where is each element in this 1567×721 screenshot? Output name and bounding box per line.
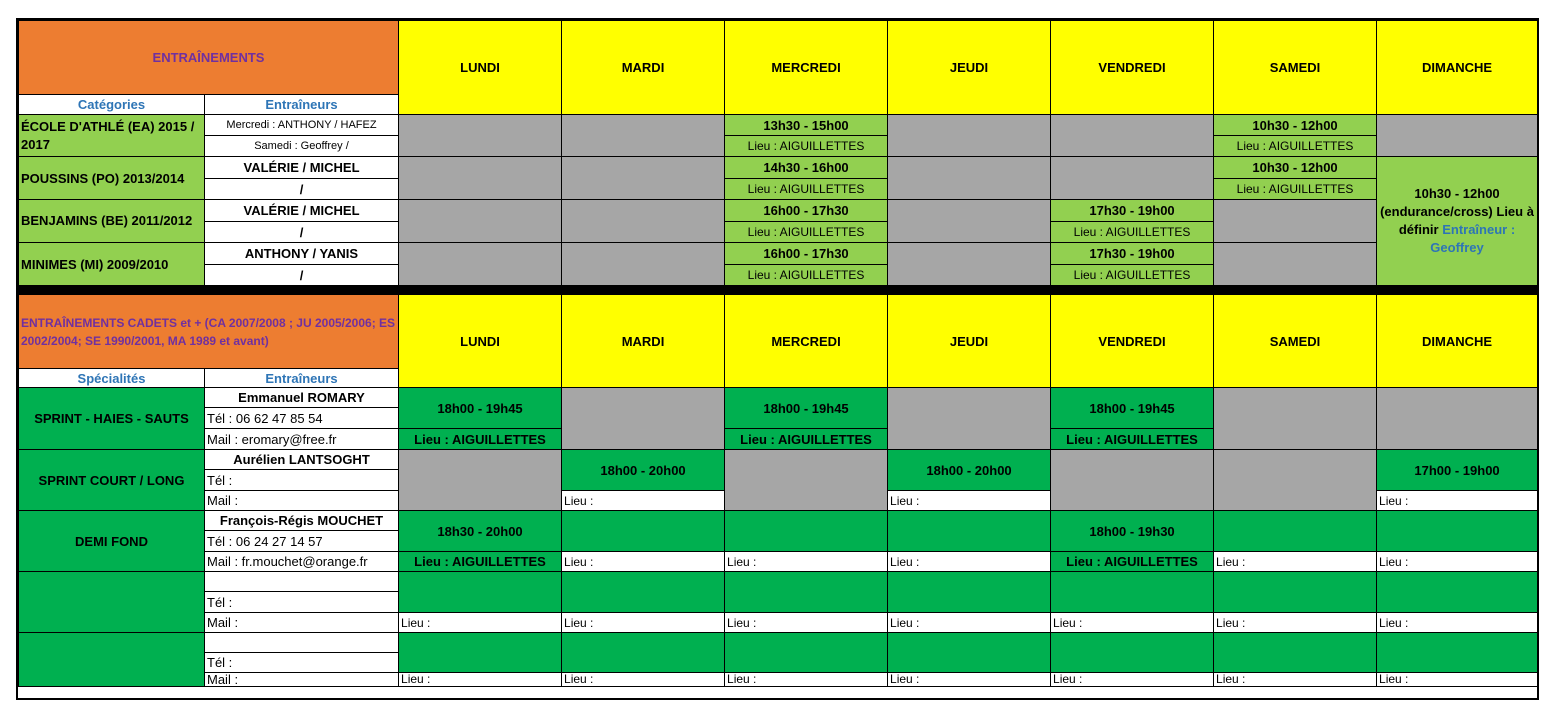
cell-empty (1214, 388, 1377, 450)
section2-title: ENTRAÎNEMENTS CADETS et + (CA 2007/2008 ; JU 2005/2006; ES 2002/2004; SE 1990/2001, MA 1989 et avant) (21, 315, 396, 348)
slot-sh-mon-lieu: Lieu : AIGUILLETTES (399, 429, 562, 450)
slot-sc-thu-time: 18h00 - 20h00 (888, 450, 1051, 491)
cell-empty (399, 243, 562, 286)
category-ea: ÉCOLE D'ATHLÉ (EA) 2015 / 2017 (19, 115, 205, 157)
category-be: BENJAMINS (BE) 2011/2012 (19, 200, 205, 243)
cell-empty (888, 243, 1051, 286)
slot-po-wed-time: 14h30 - 16h00 (725, 157, 888, 179)
slot-mi-fri-lieu: Lieu : AIGUILLETTES (1051, 265, 1214, 286)
slot-sc-sun-lieu: Lieu : (1377, 491, 1538, 511)
cell-empty (725, 450, 888, 511)
slot-ea-wed-lieu: Lieu : AIGUILLETTES (725, 136, 888, 157)
slot-be-fri-time: 17h30 - 19h00 (1051, 200, 1214, 222)
cell-empty (1051, 450, 1214, 511)
mail-sprint-court: Mail : (205, 491, 399, 511)
slot-lieu: Lieu : (725, 613, 888, 633)
cell-empty (399, 572, 562, 613)
day-header-mon-2: LUNDI (399, 295, 562, 388)
slot-df-mon-lieu: Lieu : AIGUILLETTES (399, 552, 562, 572)
day-header-tue-2: MARDI (562, 295, 725, 388)
trainer-po-1: VALÉRIE / MICHEL (205, 157, 399, 179)
tel-empty: Tél : (205, 592, 399, 613)
cell-empty (1377, 115, 1538, 157)
slot-df-mon-time: 18h30 - 20h00 (399, 511, 562, 552)
trainer-sprint-court: Aurélien LANTSOGHT (205, 450, 399, 470)
cell-empty (888, 388, 1051, 450)
slot-lieu: Lieu : (562, 613, 725, 633)
cell-empty (888, 200, 1051, 243)
slot-sh-wed-time: 18h00 - 19h45 (725, 388, 888, 429)
day-header-sat: SAMEDI (1214, 21, 1377, 115)
mail-sprint-haies: Mail : eromary@free.fr (205, 429, 399, 450)
tel-sprint-court: Tél : (205, 470, 399, 491)
trainer-ea-2: Samedi : Geoffrey / (205, 136, 399, 157)
cell-empty (1214, 572, 1377, 613)
slot-sunday-endurance (1377, 157, 1538, 286)
sunday-endurance-trainer: Entraîneur : Geoffrey (1430, 222, 1516, 255)
slot-lieu: Lieu : (1377, 613, 1538, 633)
day-header-fri: VENDREDI (1051, 21, 1214, 115)
slot-ea-sat-time: 10h30 - 12h00 (1214, 115, 1377, 136)
cell-empty (888, 511, 1051, 552)
trainer-mi-2: / (205, 265, 399, 286)
specialty-empty (19, 572, 205, 633)
cell-empty (1214, 450, 1377, 511)
slot-lieu: Lieu : (1214, 613, 1377, 633)
cell-empty (562, 115, 725, 157)
trainer-mi-1: ANTHONY / YANIS (205, 243, 399, 265)
category-mi: MINIMES (MI) 2009/2010 (19, 243, 205, 286)
cell-empty (888, 157, 1051, 200)
slot-lieu: Lieu : (399, 613, 562, 633)
slot-lieu: Lieu : (1377, 673, 1538, 687)
cell-empty (1214, 633, 1377, 673)
slot-mi-fri-time: 17h30 - 19h00 (1051, 243, 1214, 265)
cell-empty (1051, 157, 1214, 200)
slot-lieu: Lieu : (1214, 673, 1377, 687)
slot-lieu: Lieu : (888, 613, 1051, 633)
cell-empty (562, 572, 725, 613)
day-header-thu-2: JEUDI (888, 295, 1051, 388)
section-divider (19, 286, 1538, 295)
cell-empty (399, 200, 562, 243)
col-header-specialites: Spécialités (19, 369, 205, 388)
cell-empty (1377, 572, 1538, 613)
trainer-ea-1: Mercredi : ANTHONY / HAFEZ (205, 115, 399, 136)
cell-empty (562, 243, 725, 286)
day-header-sun-2: DIMANCHE (1377, 295, 1538, 388)
specialty-demi-fond: DEMI FOND (19, 511, 205, 572)
slot-sh-fri-lieu: Lieu : AIGUILLETTES (1051, 429, 1214, 450)
day-header-sun: DIMANCHE (1377, 21, 1538, 115)
day-header-tue: MARDI (562, 21, 725, 115)
slot-be-fri-lieu: Lieu : AIGUILLETTES (1051, 222, 1214, 243)
mail-empty: Mail : (205, 673, 399, 687)
mail-empty: Mail : (205, 613, 399, 633)
cell-empty (562, 633, 725, 673)
section1-title: ENTRAÎNEMENTS (152, 49, 265, 65)
trainer-po-2: / (205, 179, 399, 200)
slot-df-thu-lieu: Lieu : (888, 552, 1051, 572)
day-header-sat-2: SAMEDI (1214, 295, 1377, 388)
slot-be-wed-lieu: Lieu : AIGUILLETTES (725, 222, 888, 243)
col-header-trainers: Entraîneurs (205, 95, 399, 115)
cell-empty (888, 115, 1051, 157)
day-header-wed: MERCREDI (725, 21, 888, 115)
slot-lieu: Lieu : (1051, 613, 1214, 633)
cell-empty (562, 157, 725, 200)
slot-sc-sun-time: 17h00 - 19h00 (1377, 450, 1538, 491)
cell-empty (888, 633, 1051, 673)
slot-df-fri-lieu: Lieu : AIGUILLETTES (1051, 552, 1214, 572)
cell-empty (1214, 243, 1377, 286)
col-header-categories: Catégories (19, 95, 205, 115)
tel-sprint-haies: Tél : 06 62 47 85 54 (205, 408, 399, 429)
col-header-trainers-2: Entraîneurs (205, 369, 399, 388)
slot-df-sun-lieu: Lieu : (1377, 552, 1538, 572)
section2-title-cell (19, 295, 399, 369)
sunday-endurance-text: 10h30 - 12h00 (endurance/cross) Lieu à définir (1380, 186, 1534, 237)
cell-empty (562, 388, 725, 450)
slot-lieu: Lieu : (725, 673, 888, 687)
schedule-table (18, 20, 1538, 687)
slot-mi-wed-time: 16h00 - 17h30 (725, 243, 888, 265)
schedule-sheet (16, 18, 1539, 700)
slot-po-sat-lieu: Lieu : AIGUILLETTES (1214, 179, 1377, 200)
tel-demi-fond: Tél : 06 24 27 14 57 (205, 531, 399, 552)
cell-empty (725, 511, 888, 552)
category-po: POUSSINS (PO) 2013/2014 (19, 157, 205, 200)
cell-empty (1051, 115, 1214, 157)
cell-empty (399, 633, 562, 673)
day-header-thu: JEUDI (888, 21, 1051, 115)
slot-df-tue-lieu: Lieu : (562, 552, 725, 572)
cell-empty (725, 633, 888, 673)
slot-be-wed-time: 16h00 - 17h30 (725, 200, 888, 222)
tel-empty: Tél : (205, 653, 399, 673)
day-header-mon: LUNDI (399, 21, 562, 115)
slot-df-sat-lieu: Lieu : (1214, 552, 1377, 572)
cell-empty (399, 115, 562, 157)
cell-empty (1377, 633, 1538, 673)
day-header-fri-2: VENDREDI (1051, 295, 1214, 388)
slot-po-sat-time: 10h30 - 12h00 (1214, 157, 1377, 179)
slot-lieu: Lieu : (1051, 673, 1214, 687)
trainer-be-2: / (205, 222, 399, 243)
cell-empty (562, 511, 725, 552)
section1-title-cell (19, 21, 399, 95)
trainer-empty (205, 572, 399, 592)
slot-sc-tue-time: 18h00 - 20h00 (562, 450, 725, 491)
specialty-sprint-court: SPRINT COURT / LONG (19, 450, 205, 511)
cell-empty (888, 572, 1051, 613)
cell-empty (399, 450, 562, 511)
specialty-empty (19, 633, 205, 687)
slot-po-wed-lieu: Lieu : AIGUILLETTES (725, 179, 888, 200)
trainer-be-1: VALÉRIE / MICHEL (205, 200, 399, 222)
cell-empty (399, 157, 562, 200)
slot-ea-sat-lieu: Lieu : AIGUILLETTES (1214, 136, 1377, 157)
slot-lieu: Lieu : (888, 673, 1051, 687)
specialty-sprint-haies: SPRINT - HAIES - SAUTS (19, 388, 205, 450)
slot-lieu: Lieu : (562, 673, 725, 687)
cell-empty (1214, 200, 1377, 243)
cell-empty (1051, 572, 1214, 613)
trainer-sprint-haies: Emmanuel ROMARY (205, 388, 399, 408)
slot-lieu: Lieu : (399, 673, 562, 687)
slot-sh-wed-lieu: Lieu : AIGUILLETTES (725, 429, 888, 450)
slot-ea-wed-time: 13h30 - 15h00 (725, 115, 888, 136)
cell-empty (725, 572, 888, 613)
cell-empty (1051, 633, 1214, 673)
slot-sh-mon-time: 18h00 - 19h45 (399, 388, 562, 429)
slot-sc-tue-lieu: Lieu : (562, 491, 725, 511)
cell-empty (1214, 511, 1377, 552)
cell-empty (1377, 388, 1538, 450)
trainer-demi-fond: François-Régis MOUCHET (205, 511, 399, 531)
slot-mi-wed-lieu: Lieu : AIGUILLETTES (725, 265, 888, 286)
slot-sc-thu-lieu: Lieu : (888, 491, 1051, 511)
cell-empty (562, 200, 725, 243)
day-header-wed-2: MERCREDI (725, 295, 888, 388)
trainer-empty (205, 633, 399, 653)
slot-df-wed-lieu: Lieu : (725, 552, 888, 572)
mail-demi-fond: Mail : fr.mouchet@orange.fr (205, 552, 399, 572)
cell-empty (1377, 511, 1538, 552)
slot-sh-fri-time: 18h00 - 19h45 (1051, 388, 1214, 429)
slot-df-fri-time: 18h00 - 19h30 (1051, 511, 1214, 552)
